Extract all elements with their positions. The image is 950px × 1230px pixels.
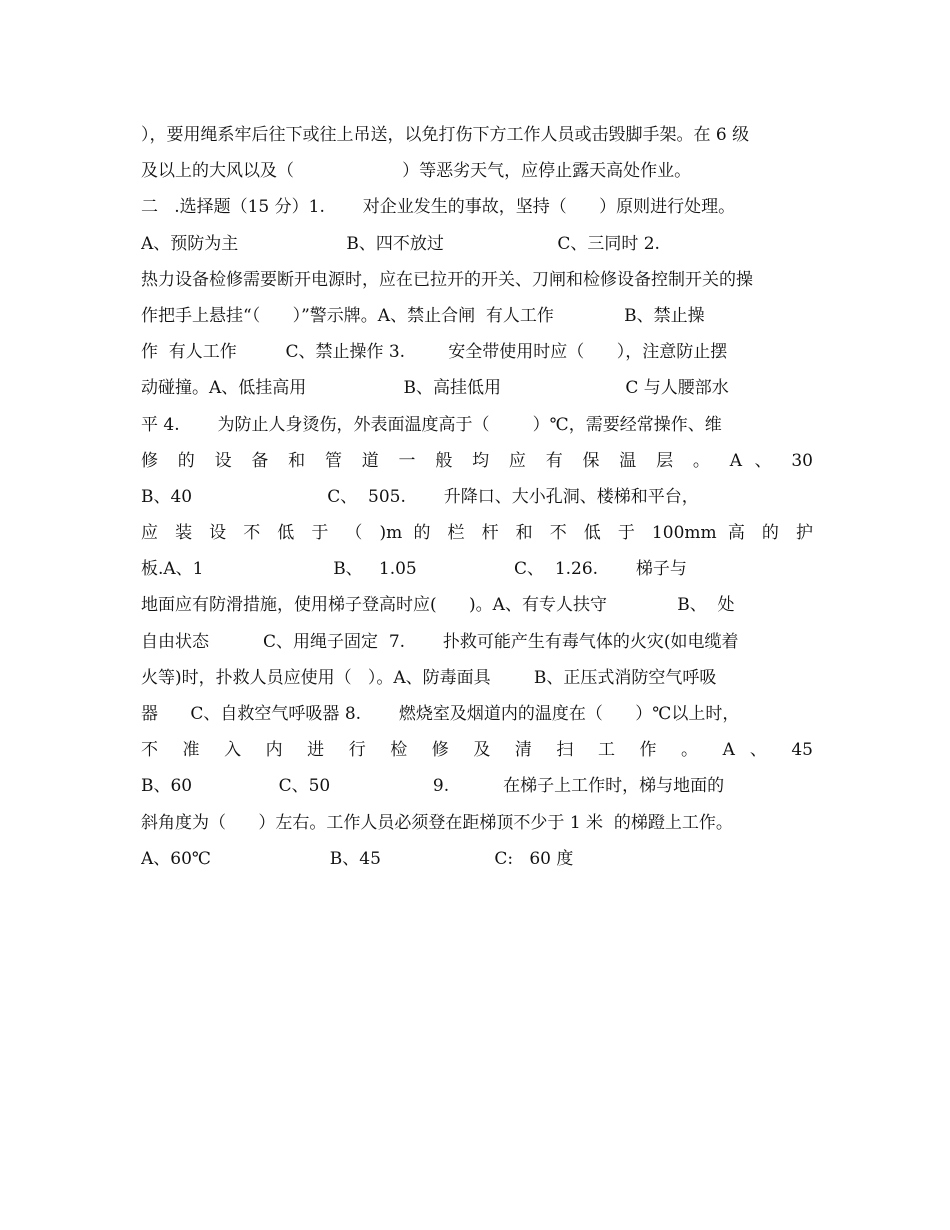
text-line: 及以上的大风以及（ ）等恶劣天气，应停止露天高处作业。 [141, 161, 692, 182]
text-line: 器 C、自救空气呼吸器 8. 燃烧室及烟道内的温度在（ ）℃以上时， [141, 704, 740, 724]
text-line: 修 的 设 备 和 管 道 一 般 均 应 有 保 温 层 。 A 、 30 [141, 450, 813, 471]
text-line: 板.A、1 B、 1.05 C、 1.26. 梯子与 [141, 559, 687, 580]
text-line: 斜角度为（ ）左右。工作人员必须登在距梯顶不少于 1 米 的梯蹬上工作。 [141, 812, 733, 833]
text-line: 热力设备检修需要断开电源时，应在已拉开的开关、刀闸和检修设备控制开关的操 [141, 269, 753, 290]
text-line: 作 有人工作 C、禁止操作 3. 安全带使用时应（ ），注意防止摆 [141, 342, 728, 363]
text-line: 平 4. 为防止人身烫伤，外表面温度高于（ ）℃，需要经常操作、维 [141, 414, 722, 435]
text-line: 作把手上悬挂“（ ）”警示牌。A、禁止合闸 有人工作 B、禁止操 [141, 305, 705, 326]
text-line: B、40 C、 505. 升降口、大小孔洞、楼梯和平台， [141, 486, 699, 507]
text-line: 应 装 设 不 低 于 （ )m 的 栏 杆 和 不 低 于 100mm 高 的 护 [141, 523, 813, 544]
text-line: 地面应有防滑措施，使用梯子登高时应( )。A、有专人扶守 B、 处 [141, 595, 735, 616]
text-line: 二 .选择题（15 分）1. 对企业发生的事故，坚持（ ）原则进行处理。 [141, 197, 736, 218]
text-line: 动碰撞。A、低挂高用 B、高挂低用 C 与人腰部水 [141, 378, 729, 399]
text-line: 不 准 入 内 进 行 检 修 及 清 扫 工 作 。 A 、 45 [141, 740, 813, 761]
question-text [141, 117, 813, 877]
text-line: B、60 C、50 9. 在梯子上工作时，梯与地面的 [141, 776, 725, 797]
text-line: ），要用绳系牢后往下或往上吊送，以免打伤下方工作人员或击毁脚手架。在 6 级 [141, 125, 750, 145]
text-line: A、60℃ B、45 C: 60 度 [141, 848, 574, 869]
text-line: 火等)时，扑救人员应使用（ ）。A、防毒面具 B、正压式消防空气呼吸 [141, 667, 717, 688]
text-line: A、预防为主 B、四不放过 C、三同时 2. [141, 233, 660, 254]
text-line: 自由状态 C、用绳子固定 7. 扑救可能产生有毒气体的火灾(如电缆着 [141, 631, 739, 652]
